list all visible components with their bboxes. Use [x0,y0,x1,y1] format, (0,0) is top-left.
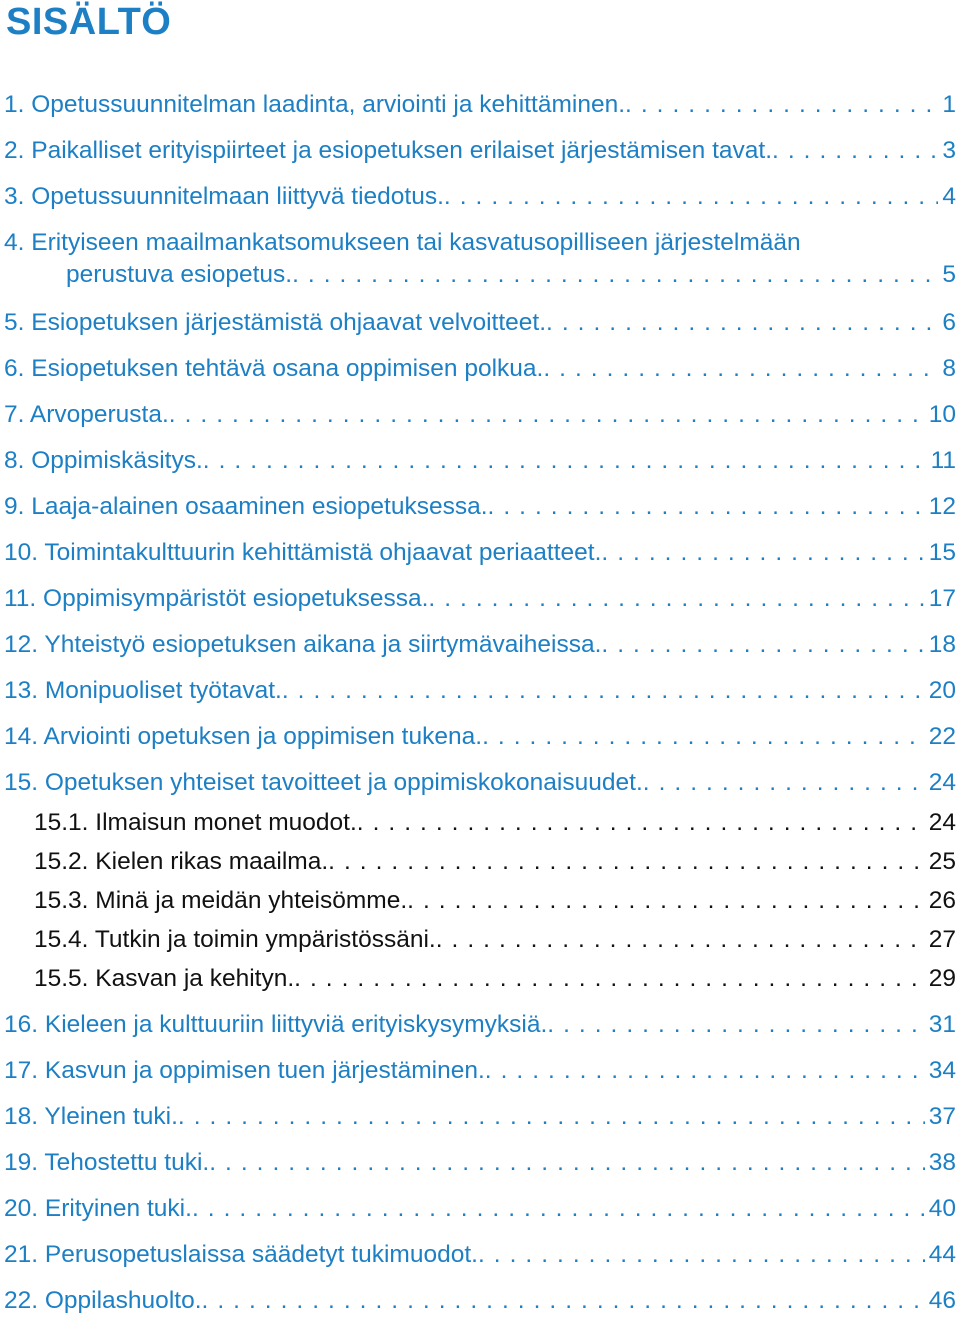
dot-leader [202,1284,925,1318]
toc-page-number: 12 [928,493,956,520]
dot-leader [407,884,925,918]
dot-leader [772,134,938,168]
toc-page-number: 5 [942,261,956,288]
toc-entry-text: 3. Opetussuunnitelmaan liittyvä tiedotus. [4,183,444,210]
dot-leader [328,845,925,879]
toc-entry-text: 22. Oppilashuolto. [4,1287,202,1314]
toc-page-number: 22 [928,723,956,750]
dot-leader [428,582,924,616]
toc-page-number: 15 [928,539,956,566]
toc-entry-text: 16. Kieleen ja kulttuuriin liittyviä erityiskysymyksiä. [4,1011,548,1038]
toc-entry-text: 9. Laaja-alainen osaaminen esiopetuksessa. [4,493,488,520]
toc-entry-text: 17. Kasvun ja oppimisen tuen järjestäminen. [4,1057,485,1084]
toc-page-number: 8 [942,355,956,382]
toc-entry-text: 18. Yleinen tuki. [4,1103,178,1130]
toc-page-number: 6 [942,309,956,336]
toc-page-number: 17 [928,585,956,612]
dot-leader [192,1192,925,1226]
dot-leader [209,1146,925,1180]
toc-page-number: 20 [928,677,956,704]
toc-entry-text: 6. Esiopetuksen tehtävä osana oppimisen polkua. [4,355,544,382]
toc-page-number: 27 [928,926,956,953]
dot-leader [543,352,938,386]
dot-leader [169,398,925,432]
toc-entry-text: 20. Erityinen tuki. [4,1195,192,1222]
toc-page-number: 29 [928,965,956,992]
toc-page-number: 31 [928,1011,956,1038]
dot-leader [178,1100,925,1134]
toc-entry-text: 11. Oppimisympäristöt esiopetuksessa. [4,585,429,612]
toc-entry-text: 21. Perusopetuslaissa säädetyt tukimuodot. [4,1241,478,1268]
toc-page-number: 18 [928,631,956,658]
toc-page-number: 3 [942,137,956,164]
dot-leader [482,720,925,754]
dot-leader [282,674,925,708]
toc-entry-text: 15. Opetuksen yhteiset tavoitteet ja oppimiskokonaisuudet. [4,769,643,796]
toc-entry-text: 5. Esiopetuksen järjestämistä ohjaavat velvoitteet. [4,309,547,336]
dot-leader [625,88,938,122]
dot-leader [601,628,924,662]
toc-page-number: 4 [942,183,956,210]
toc-entry-text: 15.5. Kasvan ja kehityn. [34,965,295,992]
toc-page-number: 37 [928,1103,956,1130]
toc-entry-text: 15.3. Minä ja meidän yhteisömme. [34,887,408,914]
toc-entry-text: 1. Opetussuunnitelman laadinta, arviointi ja kehittäminen. [4,91,626,118]
page-title: SISÄLTÖ [6,1,172,43]
toc-page-number: 1 [942,91,956,118]
dot-leader [547,1008,924,1042]
toc-entry-text: 15.1. Ilmaisun monet muodot. [34,809,357,836]
dot-leader [294,962,925,996]
dot-leader [488,490,925,524]
dot-leader [601,536,924,570]
toc-entry-text-continued: perustuva esiopetus. [66,261,293,288]
toc-entry-text: 14. Arviointi opetuksen ja oppimisen tukena. [4,723,483,750]
dot-leader [292,258,938,292]
toc-entry-text: 19. Tehostettu tuki. [4,1149,210,1176]
toc-entry-text: 7. Arvoperusta. [4,401,169,428]
toc-page-number: 38 [928,1149,956,1176]
toc-page-number: 34 [928,1057,956,1084]
dot-leader [485,1054,925,1088]
toc-entry-text: 4. Erityiseen maailmankatsomukseen tai kasvatusopilliseen järjestelmään [4,229,801,256]
dot-leader [478,1238,925,1272]
toc-entry-text: 15.2. Kielen rikas maailma. [34,848,329,875]
toc-page-number: 11 [930,447,956,474]
toc-entry-text: 2. Paikalliset erityispiirteet ja esiopetuksen erilaiset järjestämisen tavat. [4,137,773,164]
dot-leader [444,180,938,214]
dot-leader [357,806,925,840]
toc-page-number: 10 [928,401,956,428]
toc-page-number: 40 [928,1195,956,1222]
dot-leader [643,766,925,800]
toc-page-number: 24 [928,809,956,836]
dot-leader [436,923,925,957]
toc-page-number: 44 [928,1241,956,1268]
toc-entry-text: 8. Oppimiskäsitys. [4,447,203,474]
toc-page-number: 46 [928,1287,956,1314]
toc-entry-text: 13. Monipuoliset työtavat. [4,677,282,704]
toc-page-number: 26 [928,887,956,914]
toc-entry-text: 10. Toimintakulttuurin kehittämistä ohjaavat periaatteet. [4,539,602,566]
toc-entry-text: 15.4. Tutkin ja toimin ympäristössäni. [34,926,436,953]
toc-page-number: 24 [928,769,956,796]
toc-page-number: 25 [928,848,956,875]
toc-entry-text: 12. Yhteistyö esiopetuksen aikana ja siirtymävaiheissa. [4,631,602,658]
dot-leader [546,306,938,340]
dot-leader [203,444,927,478]
